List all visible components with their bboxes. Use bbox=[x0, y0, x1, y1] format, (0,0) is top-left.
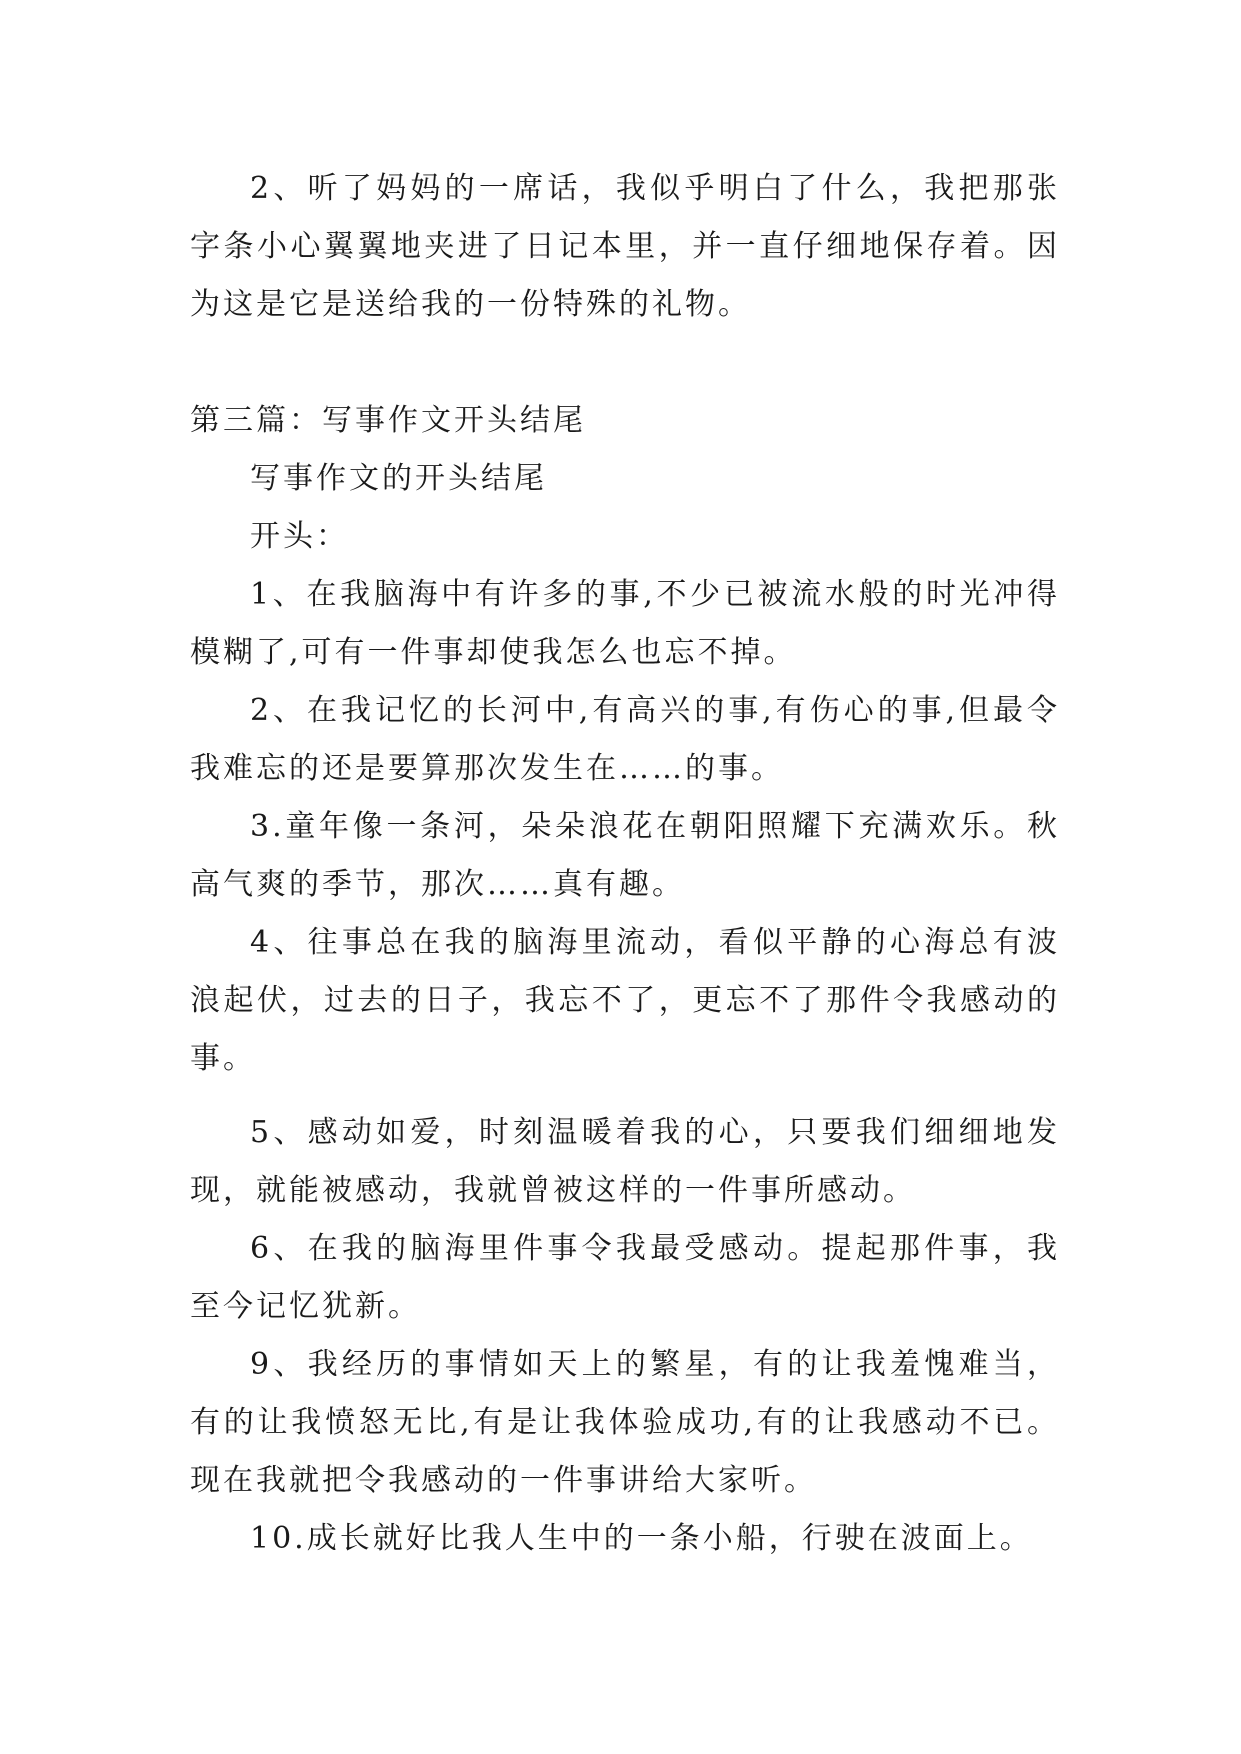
list-item: 10.成长就好比我人生中的一条小船，行驶在波面上。 bbox=[250, 1521, 1033, 1556]
list-item: 2、在我记忆的长河中,有高兴的事,有伤心的事,但最令我难忘的还是要算那次发生在……的事。 bbox=[190, 693, 1060, 786]
list-item: 5、感动如爱，时刻温暖着我的心，只要我们细细地发现，就能被感动，我就曾被这样的一件事所感动。 bbox=[190, 1115, 1060, 1208]
list-item: 1、在我脑海中有许多的事,不少已被流水般的时光冲得模糊了,可有一件事却使我怎么也忘不掉。 bbox=[190, 577, 1060, 670]
opening-label: 开头： bbox=[250, 519, 349, 554]
subtitle: 写事作文的开头结尾 bbox=[250, 461, 547, 496]
section-heading: 第三篇：写事作文开头结尾 bbox=[190, 403, 586, 438]
list-item: 4、往事总在我的脑海里流动，看似平静的心海总有波浪起伏，过去的日子，我忘不了，更忘不了那件令我感动的事。 bbox=[190, 925, 1060, 1076]
list-item: 6、在我的脑海里件事令我最受感动。提起那件事，我至今记忆犹新。 bbox=[190, 1231, 1060, 1324]
paragraph-intro: 2、听了妈妈的一席话，我似乎明白了什么，我把那张字条小心翼翼地夹进了日记本里，并一直仔细地保存着。因为这是它是送给我的一份特殊的礼物。 bbox=[190, 171, 1060, 322]
list-item: 3.童年像一条河，朵朵浪花在朝阳照耀下充满欢乐。秋高气爽的季节，那次……真有趣。 bbox=[190, 809, 1060, 902]
document-page bbox=[190, 160, 1060, 1568]
list-item: 9、我经历的事情如天上的繁星，有的让我羞愧难当，有的让我愤怒无比,有是让我体验成功,有的让我感动不已。现在我就把令我感动的一件事讲给大家听。 bbox=[190, 1347, 1060, 1498]
